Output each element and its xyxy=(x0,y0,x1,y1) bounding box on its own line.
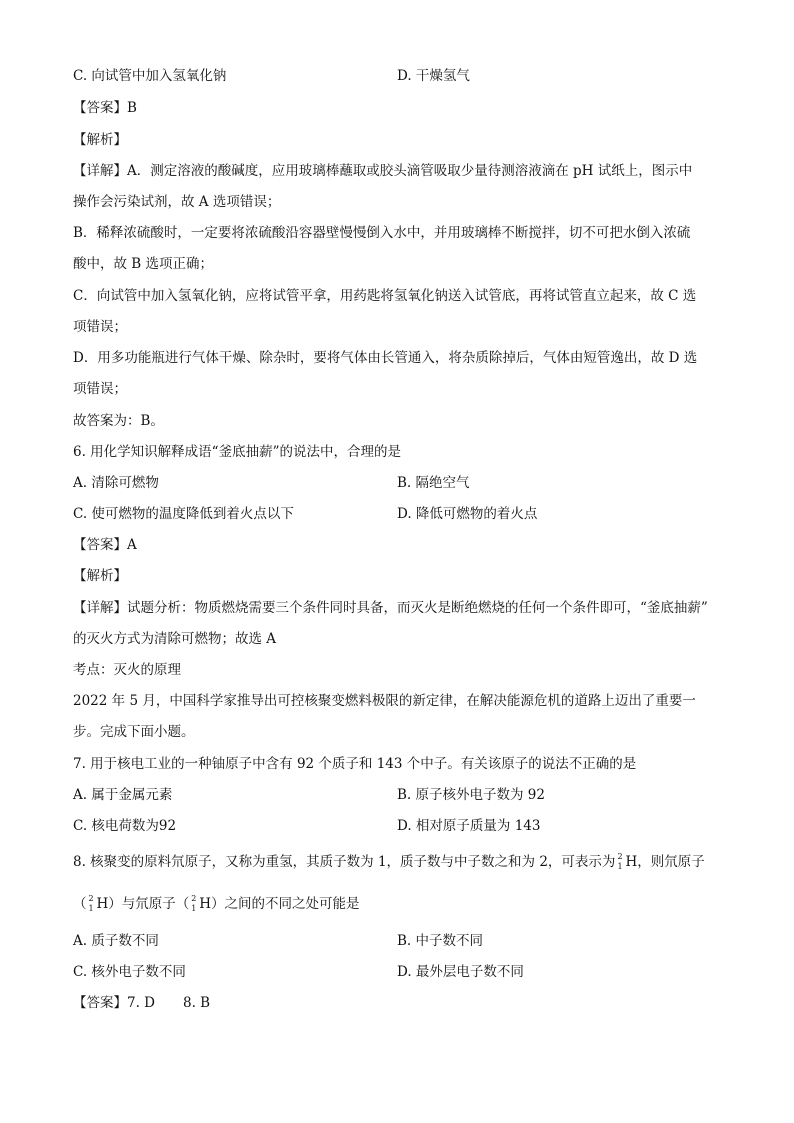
q8-question xyxy=(73,853,705,871)
q6-answer: 【答案】A xyxy=(73,537,137,553)
nuclide-symbol: H xyxy=(625,854,638,870)
q8-question-text-end: ，则氘原子 xyxy=(637,854,705,870)
atomic-number: 1 xyxy=(191,904,197,913)
q5-detail-line: 【详解】A．测定溶液的酸碱度，应用玻璃棒蘸取或胶头滴管吸取少量待测溶液滴在 pH 试纸上，图示中 xyxy=(73,163,693,179)
intro-line: 步。完成下面小题。 xyxy=(73,724,195,740)
q6-detail-line: 【详解】试题分析：物质燃烧需要三个条件同时具备，而灭火是断绝燃烧的任何一个条件即可，“釜底抽薪” xyxy=(73,600,708,616)
atomic-number: 1 xyxy=(88,904,94,913)
q5-analysis-label: 【解析】 xyxy=(73,132,127,148)
q7-option-a: A. 属于金属元素 xyxy=(73,787,173,803)
q8-question-line2 xyxy=(73,895,360,913)
q5-detail-line: D．用多功能瓶进行气体干燥、除杂时，要将气体由长管通入，将杂质除掉后，气体由短管逸出，故 D 选 xyxy=(73,350,698,366)
q8-question-text: 8. 核聚变的原料氘原子，又称为重氢，其质子数为 1，质子数与中子数之和为 2，可表示为 xyxy=(73,854,616,870)
mass-number: 2 xyxy=(617,852,623,861)
nuclide-notation xyxy=(87,895,97,913)
q8-option-b: B. 中子数不同 xyxy=(397,933,484,949)
q5-option-d: D. 干燥氢气 xyxy=(397,68,470,84)
q5-answer: 【答案】B xyxy=(73,100,137,116)
q7-option-b: B. 原子核外电子数为 92 xyxy=(397,787,545,803)
answer-q7: 7. D xyxy=(127,995,155,1011)
atomic-number: 1 xyxy=(617,862,623,871)
answer-label: 【答案】 xyxy=(73,995,127,1011)
final-answer xyxy=(73,994,210,1012)
q7-option-d: D. 相对原子质量为 143 xyxy=(397,818,541,834)
q6-option-d: D. 降低可燃物的着火点 xyxy=(397,506,538,522)
q8-question-text: ）与氘原子（ xyxy=(108,896,190,912)
q5-detail-line: 酸中，故 B 选项正确； xyxy=(73,256,214,272)
q6-option-c: C. 使可燃物的温度降低到着火点以下 xyxy=(73,506,294,522)
q5-detail-line: 操作会污染试剂，故 A 选项错误； xyxy=(73,194,281,210)
nuclide-notation xyxy=(615,853,625,871)
mass-number: 2 xyxy=(88,894,94,903)
q5-detail-line: C．向试管中加入氢氧化钠，应将试管平拿，用药匙将氢氧化钠送入试管底，再将试管直立起来，故 C 选 xyxy=(73,288,697,304)
q6-key-point: 考点：灭火的原理 xyxy=(73,662,181,678)
q8-option-c: C. 核外电子数不同 xyxy=(73,964,186,980)
q6-option-a: A. 清除可燃物 xyxy=(73,475,159,491)
q6-detail-line: 的灭火方式为清除可燃物；故选 A xyxy=(73,631,277,647)
q8-option-a: A. 质子数不同 xyxy=(73,933,159,949)
q6-analysis-label: 【解析】 xyxy=(73,568,127,584)
q6-option-b: B. 隔绝空气 xyxy=(397,475,470,491)
answer-q8: 8. B xyxy=(183,995,211,1011)
q5-detail-line: 项错误； xyxy=(73,319,127,335)
q8-question-text-end: ）之间的不同之处可能是 xyxy=(211,896,360,912)
nuclide-symbol: H xyxy=(96,896,109,912)
q7-question: 7. 用于核电工业的一种铀原子中含有 92 个质子和 143 个中子。有关该原子的说法不正确的是 xyxy=(73,756,637,772)
nuclide-symbol: H xyxy=(199,896,212,912)
q6-question: 6. 用化学知识解释成语“釜底抽薪”的说法中，合理的是 xyxy=(73,444,401,460)
q7-option-c: C. 核电荷数为92 xyxy=(73,818,177,834)
nuclide-notation xyxy=(189,895,199,913)
q5-conclusion: 故答案为：B。 xyxy=(73,413,164,429)
open-paren: （ xyxy=(73,896,87,912)
q5-detail-line: 项错误； xyxy=(73,381,127,397)
mass-number: 2 xyxy=(191,894,197,903)
intro-line: 2022 年 5 月，中国科学家推导出可控核聚变燃料极限的新定律，在解决能源危机的道路上迈出了重要一 xyxy=(73,693,696,709)
q8-option-d: D. 最外层电子数不同 xyxy=(397,964,524,980)
q5-detail-line: B．稀释浓硫酸时，一定要将浓硫酸沿容器壁慢慢倒入水中，并用玻璃棒不断搅拌，切不可把水倒入浓硫 xyxy=(73,225,691,241)
q5-option-c: C. 向试管中加入氢氧化钠 xyxy=(73,68,227,84)
